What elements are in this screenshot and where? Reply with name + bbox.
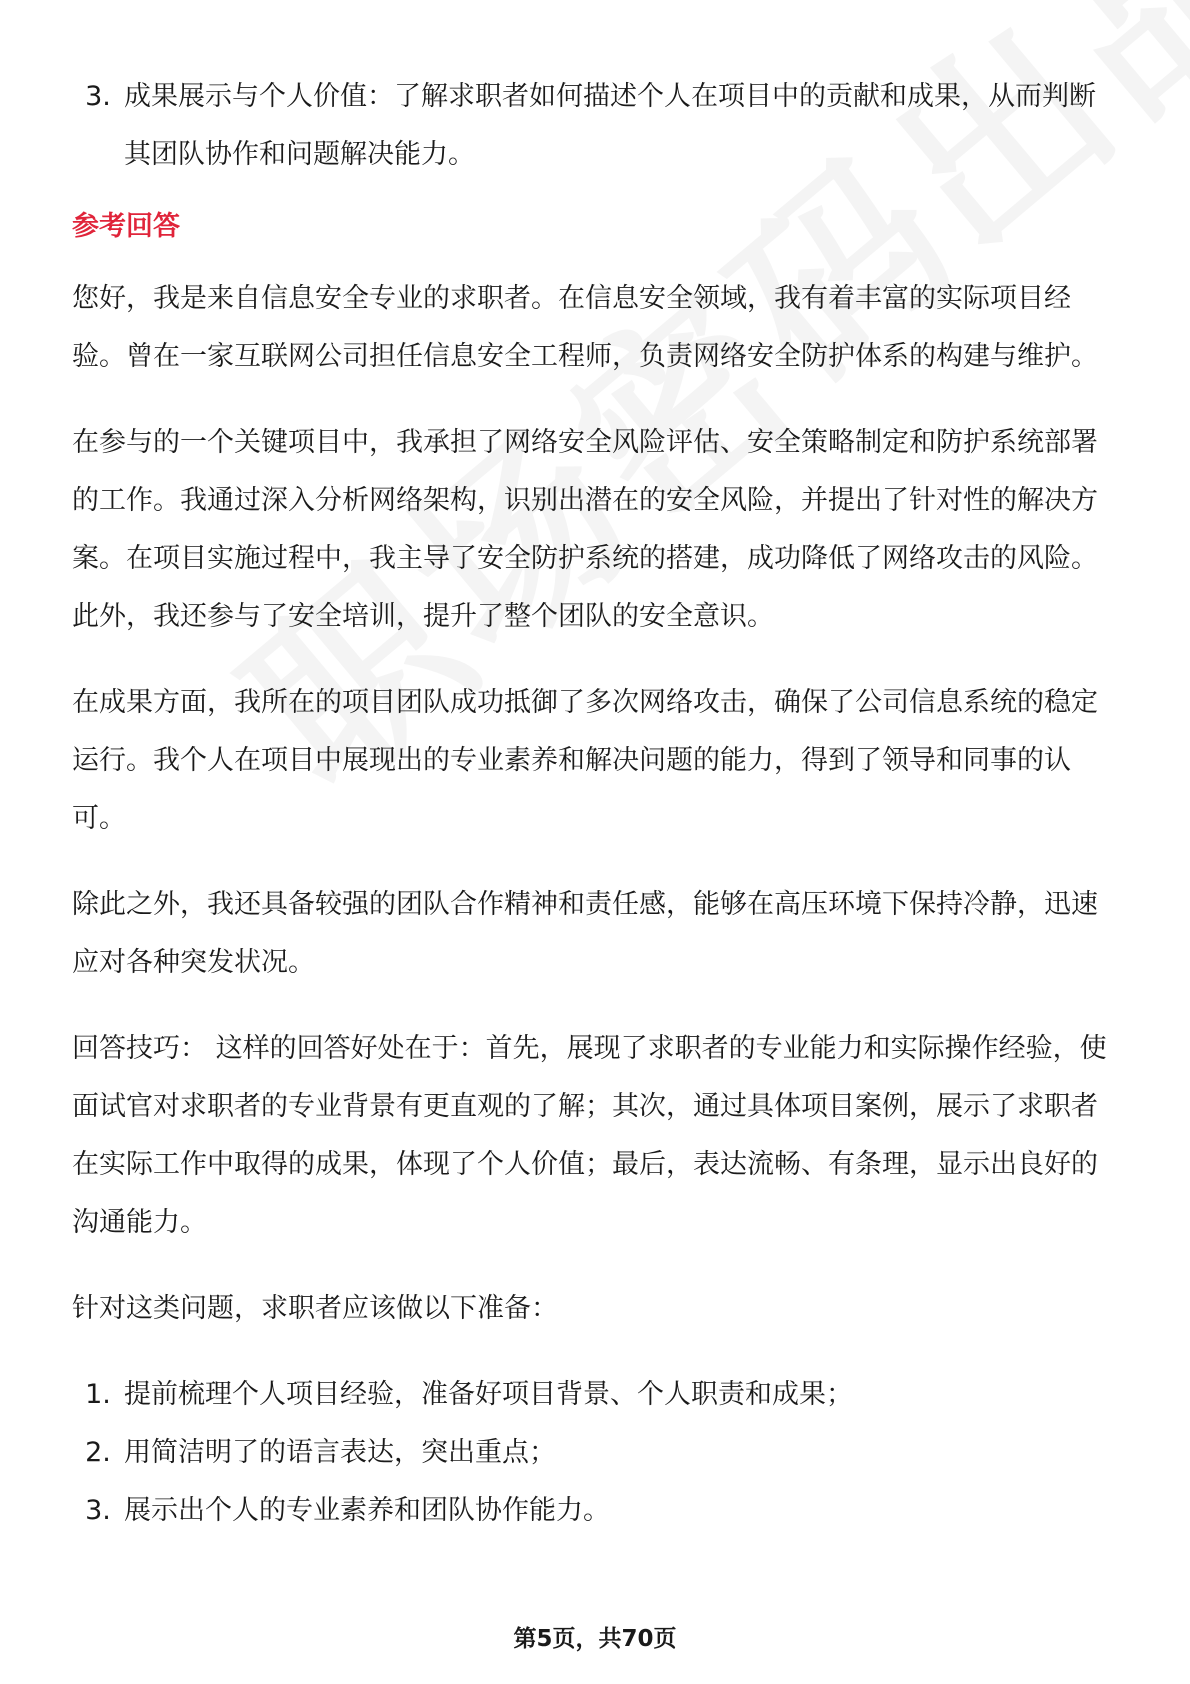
list-item [72, 1482, 1120, 1540]
list-item [72, 68, 1120, 184]
list-item-number: 3. [85, 81, 111, 112]
top-list [72, 68, 1120, 184]
paragraph-results: 在成果方面，我所在的项目团队成功抵御了多次网络攻击，确保了公司信息系统的稳定运行。我个人在项目中展现出的专业素养和解决问题的能力，得到了领导和同事的认可。 [72, 687, 1098, 834]
list-item-number: 3. [85, 1495, 111, 1526]
section-heading: 参考回答 [72, 211, 180, 242]
document-body [72, 68, 1120, 1540]
paragraph-project: 在参与的一个关键项目中，我承担了网络安全风险评估、安全策略制定和防护系统部署的工作。我通过深入分析网络架构，识别出潜在的安全风险，并提出了针对性的解决方案。在项目实施过程中，我主导了安全防护系统的搭建，成功降低了网络攻击的风险。此外，我还参与了安全培训，提升了整个团队的安全意识。 [72, 427, 1098, 632]
list-item [72, 1424, 1120, 1482]
list-item-text: 成果展示与个人价值：了解求职者如何描述个人在项目中的贡献和成果，从而判断其团队协作和问题解决能力。 [124, 81, 1096, 170]
paragraph-intro: 您好，我是来自信息安全专业的求职者。在信息安全领域，我有着丰富的实际项目经验。曾在一家互联网公司担任信息安全工程师，负责网络安全防护体系的构建与维护。 [72, 283, 1098, 372]
list-item-text: 展示出个人的专业素养和团队协作能力。 [124, 1495, 610, 1526]
paragraph-prep-intro: 针对这类问题，求职者应该做以下准备： [72, 1293, 558, 1324]
page-number: 第5页，共70页 [513, 1626, 677, 1652]
list-item [72, 1366, 1120, 1424]
paragraph-tips: 回答技巧： 这样的回答好处在于：首先，展现了求职者的专业能力和实际操作经验，使面试官对求职者的专业背景有更直观的了解；其次，通过具体项目案例，展示了求职者在实际工作中取得的成果，体现了个人价值；最后，表达流畅、有条理，显示出良好的沟通能力。 [72, 1033, 1107, 1238]
prep-list [72, 1366, 1120, 1540]
list-item-number: 1. [85, 1379, 111, 1410]
list-item-text: 用简洁明了的语言表达，突出重点； [124, 1437, 556, 1468]
paragraph-teamwork: 除此之外，我还具备较强的团队合作精神和责任感，能够在高压环境下保持冷静，迅速应对各种突发状况。 [72, 889, 1098, 978]
list-item-text: 提前梳理个人项目经验，准备好项目背景、个人职责和成果； [124, 1379, 853, 1410]
list-item-number: 2. [85, 1437, 111, 1468]
